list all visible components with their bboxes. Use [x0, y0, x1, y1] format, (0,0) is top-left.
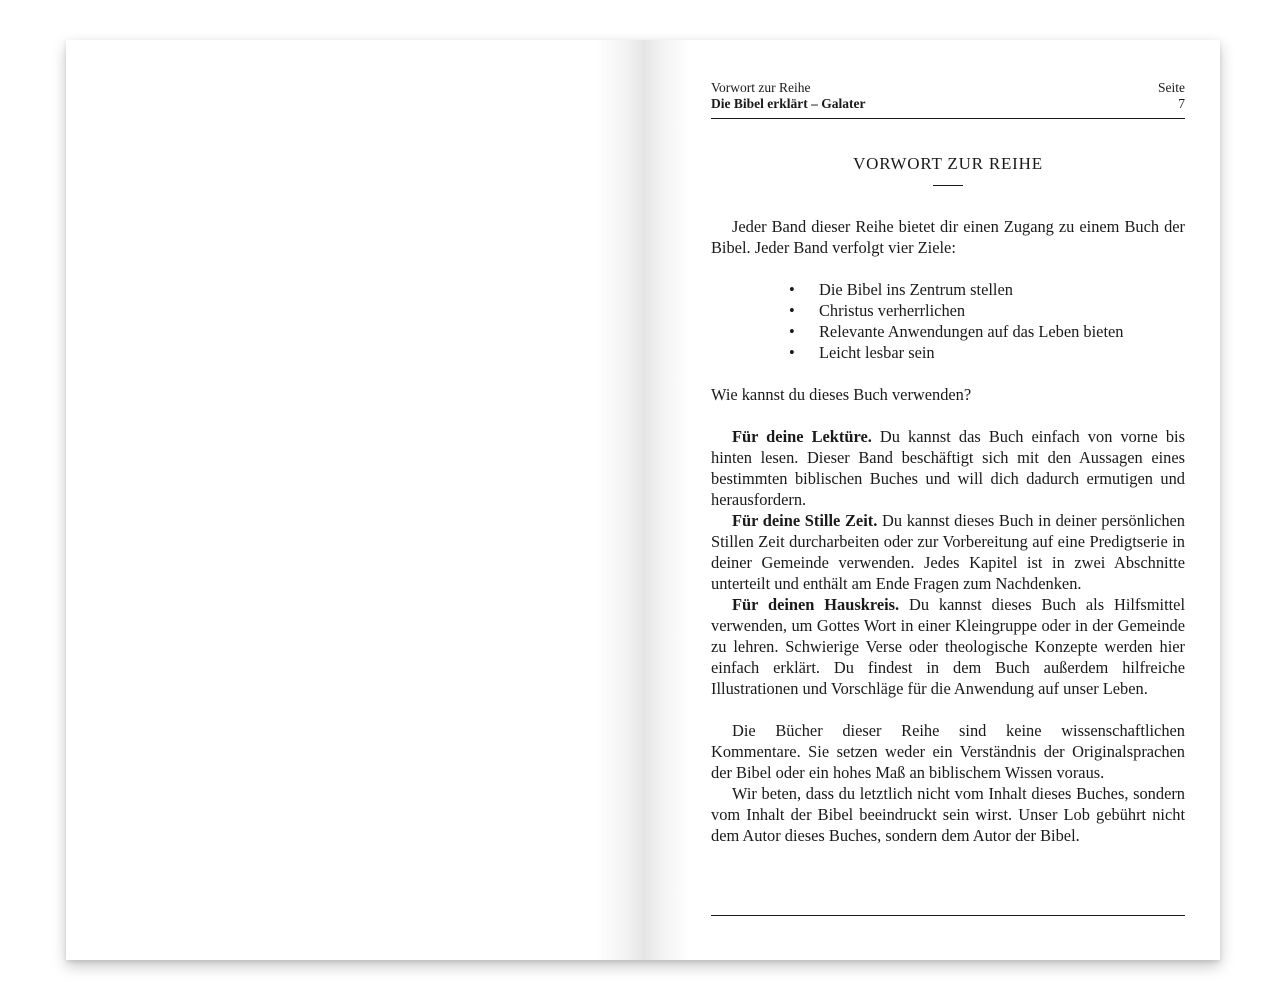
- running-head-right: [1158, 80, 1185, 112]
- use-lead-quiet-time: Für deine Stille Zeit.: [732, 511, 878, 531]
- book-spread: [66, 40, 1220, 960]
- chapter-title: VORWORT ZUR REIHE: [853, 154, 1043, 173]
- left-page-blank: [66, 40, 643, 960]
- title-dash-divider: [933, 185, 963, 186]
- use-text-reading: Du kannst das Buch einfach von vorne bis hinten lesen. Dieser Band beschäftigt sich mit den Aussagen eines bestimmten biblischen Buches und will dich dadurch ermutigen und herausfordern.: [711, 427, 1185, 510]
- running-head-series: Vorwort zur Reihe: [711, 80, 811, 95]
- use-paragraph-quiet-time: [711, 510, 1185, 594]
- page-label: Seite: [1158, 80, 1185, 95]
- goal-item: • Relevante Anwendungen auf das Leben bieten: [789, 321, 1185, 342]
- header-rule: [711, 118, 1185, 119]
- intro-paragraph: Jeder Band dieser Reihe bietet dir einen Zugang zu einem Buch der Bibel. Jeder Band verfolgt vier Ziele:: [711, 217, 1185, 258]
- page-content: [711, 80, 1185, 846]
- use-paragraph-reading: [711, 426, 1185, 510]
- question-line: Wie kannst du dieses Buch verwenden?: [711, 385, 972, 405]
- goals-list: [711, 279, 1185, 363]
- closing-paragraph: Wir beten, dass du letztlich nicht vom Inhalt dieses Buches, sondern vom Inhalt der Bibel beeindruckt sein wirst. Unser Lob gebührt nicht dem Autor dieses Buches, sondern dem Autor der Bibel.: [711, 784, 1185, 846]
- footer-rule: [711, 915, 1185, 916]
- running-head: [711, 80, 1185, 112]
- goal-item: • Christus verherrlichen: [789, 300, 1185, 321]
- use-paragraph-small-group: [711, 594, 1185, 699]
- goal-item: • Die Bibel ins Zentrum stellen: [789, 279, 1185, 300]
- right-page: [643, 40, 1220, 960]
- page-number: 7: [1178, 96, 1185, 111]
- running-head-left: [711, 80, 865, 112]
- use-text-small-group: Du kannst dieses Buch als Hilfsmittel verwenden, um Gottes Wort in einer Kleingruppe oder in der Gemeinde zu lehren. Schwierige Verse oder theologische Konzepte werden hier einfach erklärt. Du findest in dem Buch außerdem hilfreiche Illustrationen und Vorschläge für die Anwendung auf unser Leben.: [711, 595, 1186, 699]
- use-lead-small-group: Für deinen Hauskreis.: [732, 595, 900, 615]
- use-lead-reading: Für deine Lektüre.: [732, 427, 872, 447]
- running-head-book-title: Die Bibel erklärt – Galater: [711, 96, 866, 111]
- closing-paragraph: Die Bücher dieser Reihe sind keine wissenschaftlichen Kommentare. Sie setzen weder ein Verständnis der Originalsprachen der Bibel oder ein hohes Maß an biblischem Wissen voraus.: [711, 721, 1185, 783]
- body-text: [711, 216, 1185, 846]
- use-text-quiet-time: Du kannst dieses Buch in deiner persönlichen Stillen Zeit durcharbeiten oder zur Vorbereitung auf eine Predigtserie in deiner Gemeinde verwenden. Jedes Kapitel ist in zwei Abschnitte unterteilt und enthält am Ende Fragen zum Nachdenken.: [711, 511, 1185, 594]
- goal-item: • Leicht lesbar sein: [789, 342, 1185, 363]
